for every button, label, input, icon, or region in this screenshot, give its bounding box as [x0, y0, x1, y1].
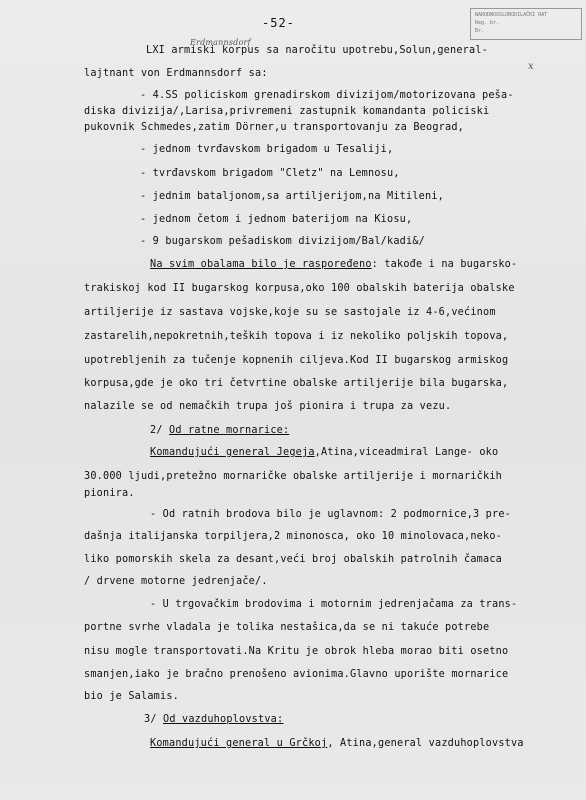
section-2-para3-line: - U trgovačkim brodovima i motornim jedrenjačama za trans-	[150, 599, 518, 610]
page-number: -52-	[262, 16, 295, 30]
coastal-heading: Na svim obalama bilo je raspoređeno	[150, 259, 372, 270]
section-2-para1-line	[150, 446, 498, 460]
section-2-para3-line: nisu mogle transportovati.Na Kritu je obrok hleba morao biti osetno	[84, 646, 509, 657]
stamp-line-1: NARODNOOSLOBODILAČKI RAT	[475, 12, 548, 18]
coastal-line-rest: : takođe i na bugarsko-	[371, 259, 518, 270]
archive-stamp	[470, 8, 582, 40]
section-2-para2-line: / drvene motorne jedrenjače/.	[84, 576, 268, 587]
section-3-line-rest: , Atina,general vazduhoplovstva	[327, 738, 524, 749]
forces-line: - jednom četom i jednom baterijom na Kiosu,	[140, 214, 413, 225]
coastal-line: trakiskoj kod II bugarskog korpusa,oko 100 obalskih baterija obalske	[84, 283, 515, 294]
section-3-line	[150, 737, 524, 751]
forces-line: pukovnik Schmedes,zatim Dörner,u transportovanju za Beograd,	[84, 122, 465, 133]
header-line-2: lajtnant von Erdmannsdorf sa:	[84, 68, 268, 79]
stamp-line-3: Br.	[475, 28, 485, 34]
commander-line-rest: ,Atina,viceadmiral Lange- oko	[314, 447, 499, 458]
forces-line: - tvrđavskom brigadom "Cletz" na Lemnosu,	[140, 168, 400, 179]
coastal-line: nalazile se od nemačkih trupa još pionira i trupa za vezu.	[84, 401, 452, 412]
section-3-number: 3/	[144, 714, 164, 725]
section-2-para1-line: pionira.	[84, 488, 135, 499]
ruler-mark: x	[528, 61, 534, 72]
section-2-number: 2/	[150, 425, 170, 436]
section-3-heading	[144, 713, 283, 727]
section-2-para2-line: dašnja italijanska torpiljera,2 minonosca, oko 10 minolovaca,neko-	[84, 531, 503, 542]
section-2-title: Od ratne mornarice:	[169, 425, 290, 436]
section-2-para2-line: - Od ratnih brodova bilo je uglavnom: 2 podmornice,3 pre-	[150, 509, 512, 520]
coastal-line: zastarelih,nepokretnih,teških topova i iz nekoliko poljskih topova,	[84, 331, 509, 342]
section-2-para3-line: bio je Salamis.	[84, 691, 180, 702]
section-2-heading	[150, 424, 289, 438]
forces-line: - 4.SS policiskom grenadirskom divizijom/motorizovana pešа-	[140, 90, 514, 101]
section-2-para1-line: 30.000 ljudi,pretežno mornaričke obalske artiljerije i mornaričkih	[84, 471, 503, 482]
coastal-line: korpusa,gde je oko tri četvrtine obalske artiljerije bila bugarska,	[84, 378, 509, 389]
section-2-para3-line: smanjen,iako je bračno prenošeno avionima.Glavno uporište mornarice	[84, 669, 509, 680]
section-3-commander: Komandujući general u Grčkoj	[150, 738, 328, 749]
forces-line: - jednim bataljonom,sa artiljerijom,na Mitileni,	[140, 191, 445, 202]
section-3-title: Od vazduhoplovstva:	[163, 714, 284, 725]
section-2-para2-line: liko pomorskih skela za desant,veći broj obalskih patrolnih čamaca	[84, 554, 503, 565]
stamp-line-2: Reg. br.	[475, 20, 500, 26]
coastal-line: upotrebljenih za tučenje kopnenih ciljeva.Kod II bugarskog armiskog	[84, 355, 509, 366]
forces-line: - 9 bugarskom pešadiskom divizijom/Bal/kadi&/	[140, 236, 426, 247]
forces-line: - jednom tvrđavskom brigadom u Tesaliji,	[140, 144, 394, 155]
coastal-line	[150, 258, 517, 272]
commander-label: Komandujući general Jegeja	[150, 447, 315, 458]
coastal-line: artiljerije iz sastava vojske,koje su se sastojale iz 4-6,većinom	[84, 307, 496, 318]
section-2-para3-line: portne svrhe vladala je tolika nestašica,da se ni takuće potrebe	[84, 622, 490, 633]
handwritten-note: Erdmannsdorf	[190, 38, 251, 47]
header-line-1: LXI armiski korpus sa naročitu upotrebu,Solun,general-	[146, 45, 489, 56]
forces-line: diska divizija/,Larisa,privremeni zastupnik komandanta policiski	[84, 106, 490, 117]
